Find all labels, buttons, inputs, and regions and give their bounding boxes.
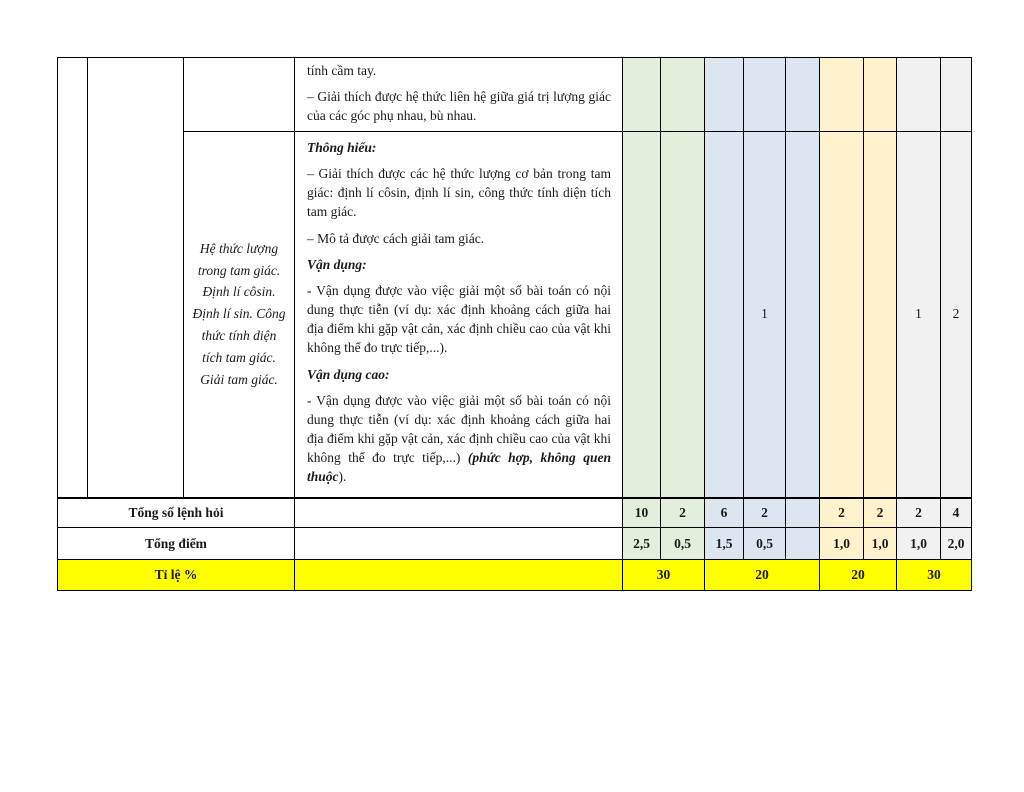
- points-value: 0,5: [744, 528, 786, 560]
- ratio-label: Tỉ lệ %: [58, 560, 295, 591]
- spacer-cell: [295, 498, 623, 528]
- topic-name-cell: Hệ thức lượng trong tam giác. Định lí côsin. Định lí sin. Công thức tính diện tích tam giác. Giải tam giác.: [184, 132, 295, 498]
- nb-mark-cell: [623, 132, 661, 498]
- vdc-mark-cell-red: 2: [941, 132, 972, 498]
- vd-mark-cell: [864, 132, 897, 498]
- exam-matrix-table: [57, 57, 972, 591]
- spacer-cell: [295, 528, 623, 560]
- ratio-value: 20: [705, 560, 820, 591]
- application-item-1: - Vận dụng được vào việc giải một số bài toán có nội dung thực tiễn (ví dụ: xác định khoảng cách giữa hai địa điểm khi gặp vật cản, xác định chiều cao của vật khi không thể đo trực tiếp,...).: [307, 282, 611, 356]
- vd-mark-cell: [820, 132, 864, 498]
- vdc-mark-cell: 1: [897, 132, 941, 498]
- th-cell: [744, 58, 786, 132]
- index-cell: [58, 58, 88, 498]
- ratio-row: [58, 560, 972, 591]
- topic-cell-empty: [184, 58, 295, 132]
- chapter-cell: [88, 58, 184, 498]
- questions-count: 2: [897, 498, 941, 528]
- requirements-cell: [295, 132, 623, 498]
- ratio-value: 30: [897, 560, 972, 591]
- comprehension-item-2: – Mô tả được cách giải tam giác.: [307, 230, 485, 246]
- nb-cell: [623, 58, 661, 132]
- high-application-item-1: - Vận dụng được vào việc giải một số bài toán có nội dung thực tiễn (ví dụ: xác định khoảng cách giữa hai địa điểm khi gặp vật cản, xác định chiều cao của vật khi không thể đo trực tiếp,...) (phức hợp, không quen thuộc).: [307, 392, 611, 485]
- th-cell: [786, 58, 820, 132]
- comprehension-heading: Thông hiểu:: [307, 140, 377, 155]
- comprehension-item-1: – Giải thích được các hệ thức lượng cơ bản trong tam giác: định lí côsin, định lí sin, công thức tính diện tích tam giác.: [307, 166, 611, 220]
- vdc-cell: [897, 58, 941, 132]
- questions-count: 2: [864, 498, 897, 528]
- points-value: 1,0: [897, 528, 941, 560]
- questions-count: 4: [941, 498, 972, 528]
- vd-cell: [864, 58, 897, 132]
- th-cell: [705, 58, 744, 132]
- carryover-line-2: – Giải thích được hệ thức liên hệ giữa giá trị lượng giác của các góc phụ nhau, bù nhau.: [307, 89, 611, 124]
- nb-mark-cell: [661, 132, 705, 498]
- main-topic-row: [58, 132, 972, 498]
- carryover-line-1: tính cầm tay.: [307, 63, 377, 78]
- points-value: 2,0: [941, 528, 972, 560]
- points-value: 0,5: [661, 528, 705, 560]
- carryover-row: [58, 58, 972, 132]
- points-value: 1,0: [864, 528, 897, 560]
- total-questions-label: Tổng số lệnh hỏi: [58, 498, 295, 528]
- total-points-label: Tổng điểm: [58, 528, 295, 560]
- questions-count: 2: [744, 498, 786, 528]
- spacer-cell: [295, 560, 623, 591]
- questions-count: 6: [705, 498, 744, 528]
- points-value: 1,5: [705, 528, 744, 560]
- ratio-value: 30: [623, 560, 705, 591]
- vd-cell: [820, 58, 864, 132]
- ratio-value: 20: [820, 560, 897, 591]
- total-points-row: [58, 528, 972, 560]
- vdc-cell: [941, 58, 972, 132]
- points-value: [786, 528, 820, 560]
- application-heading: Vận dụng:: [307, 256, 367, 272]
- questions-count: 2: [820, 498, 864, 528]
- questions-count: 10: [623, 498, 661, 528]
- th-mark-cell: [705, 132, 744, 498]
- questions-count: 2: [661, 498, 705, 528]
- th-mark-cell: [786, 132, 820, 498]
- points-value: 2,5: [623, 528, 661, 560]
- carryover-requirements-cell: [295, 58, 623, 132]
- points-value: 1,0: [820, 528, 864, 560]
- high-application-heading: Vận dụng cao:: [307, 366, 390, 382]
- nb-cell: [661, 58, 705, 132]
- questions-count: [786, 498, 820, 528]
- th-mark-cell: 1: [744, 132, 786, 498]
- total-questions-row: [58, 498, 972, 528]
